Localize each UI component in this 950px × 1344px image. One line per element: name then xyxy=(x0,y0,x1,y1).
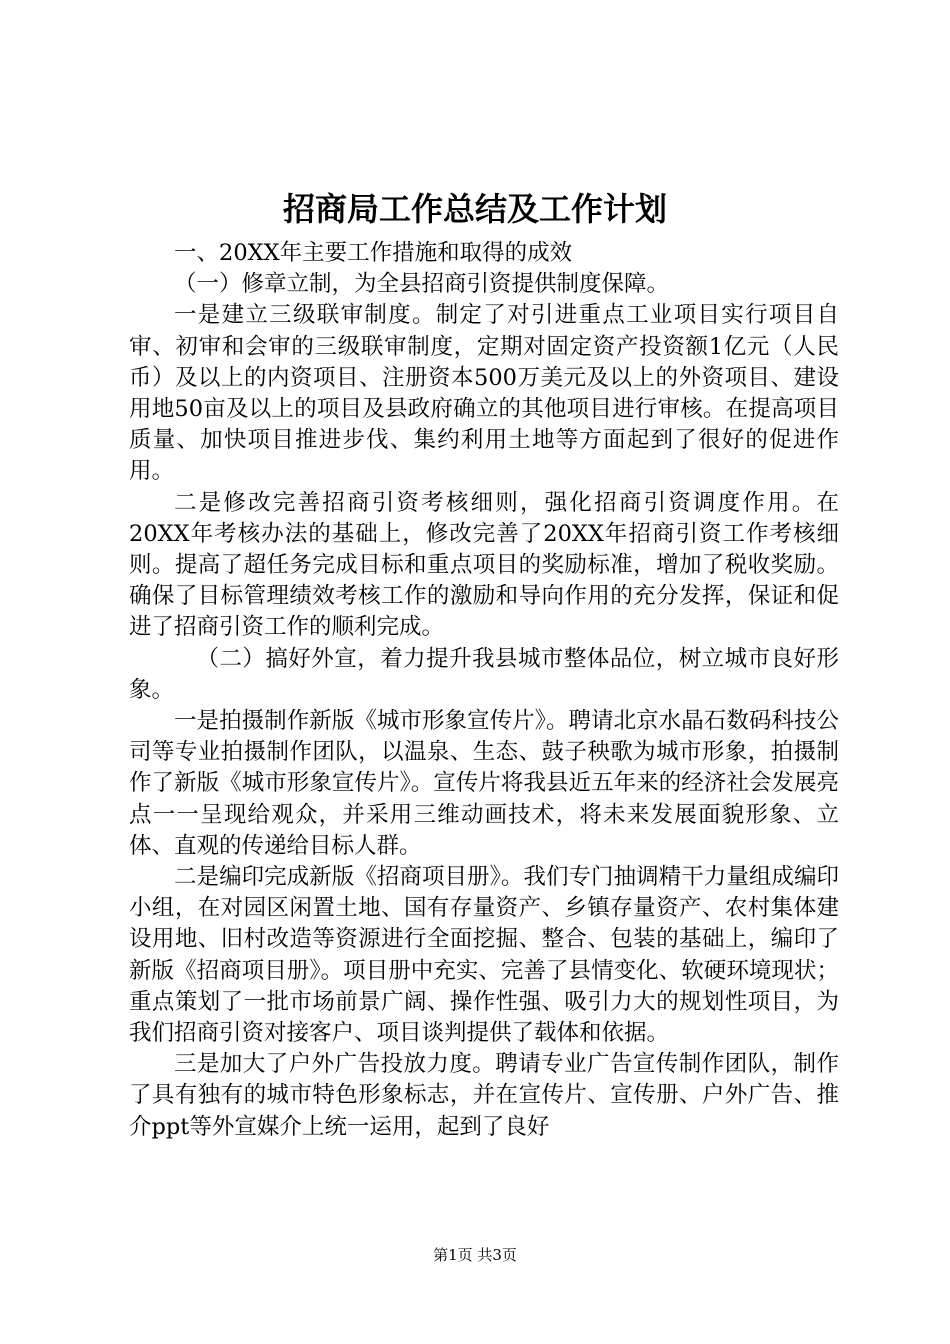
paragraph-review-system: 一是建立三级联审制度。制定了对引进重点工业项目实行项目自审、初审和会审的三级联审制度，定期对固定资产投资额1亿元（人民币）及以上的内资项目、注册资本500万美元及以上的外资项目、建设用地50亩及以上的项目及县政府确立的其他项目进行审核。在提高项目质量、加快项目推进步伐、集约利用土地等方面起到了很好的促进作用。 xyxy=(129,302,839,485)
paragraph-assessment-rules: 二是修改完善招商引资考核细则，强化招商引资调度作用。在20XX年考核办法的基础上，修改完善了20XX年招商引资工作考核细则。提高了超任务完成目标和重点项目的奖励标准，增加了税收奖励。确保了目标管理绩效考核工作的激励和导向作用的充分发挥，保证和促进了招商引资工作的顺利完成。 xyxy=(129,489,839,641)
document-title: 招商局工作总结及工作计划 xyxy=(282,190,667,228)
paragraph-promo-film: 一是拍摄制作新版《城市形象宣传片》。聘请北京水晶石数码科技公司等专业拍摄制作团队，以温泉、生态、鼓子秧歌为城市形象，拍摄制作了新版《城市形象宣传片》。宣传片将我县近五年来的经济社会发展亮点一一呈现给观众，并采用三维动画技术，将未来发展面貌形象、立体、直观的传递给目标人群。 xyxy=(129,708,839,859)
page-footer: 第1页 共3页 xyxy=(433,1246,517,1264)
paragraph-project-brochure: 二是编印完成新版《招商项目册》。我们专门抽调精干力量组成编印小组，在对园区闲置土地、国有存量资产、乡镇存量资产、农村集体建设用地、旧村改造等资源进行全面挖掘、整合、包装的基础上，编印了新版《招商项目册》。项目册中充实、完善了县情变化、软硬环境现状；重点策划了一批市场前景广阔、操作性强、吸引力大的规划性项目，为我们招商引资对接客户、项目谈判提供了载体和依据。 xyxy=(129,864,839,1047)
section-heading-1: 一、20XX年主要工作措施和取得的成效 xyxy=(174,240,573,266)
document-body xyxy=(129,238,839,1143)
subsection-heading-1: （一）修章立制，为全县招商引资提供制度保障。 xyxy=(174,271,670,298)
subsection-heading-2: （二）搞好外宣，着力提升我县城市整体品位，树立城市良好形象。 xyxy=(129,645,839,703)
paragraph-outdoor-ads: 三是加大了户外广告投放力度。聘请专业广告宣传制作团队，制作了具有独有的城市特色形象标志，并在宣传片、宣传册、户外广告、推介ppt等外宣媒介上统一运用，起到了良好 xyxy=(129,1051,839,1140)
